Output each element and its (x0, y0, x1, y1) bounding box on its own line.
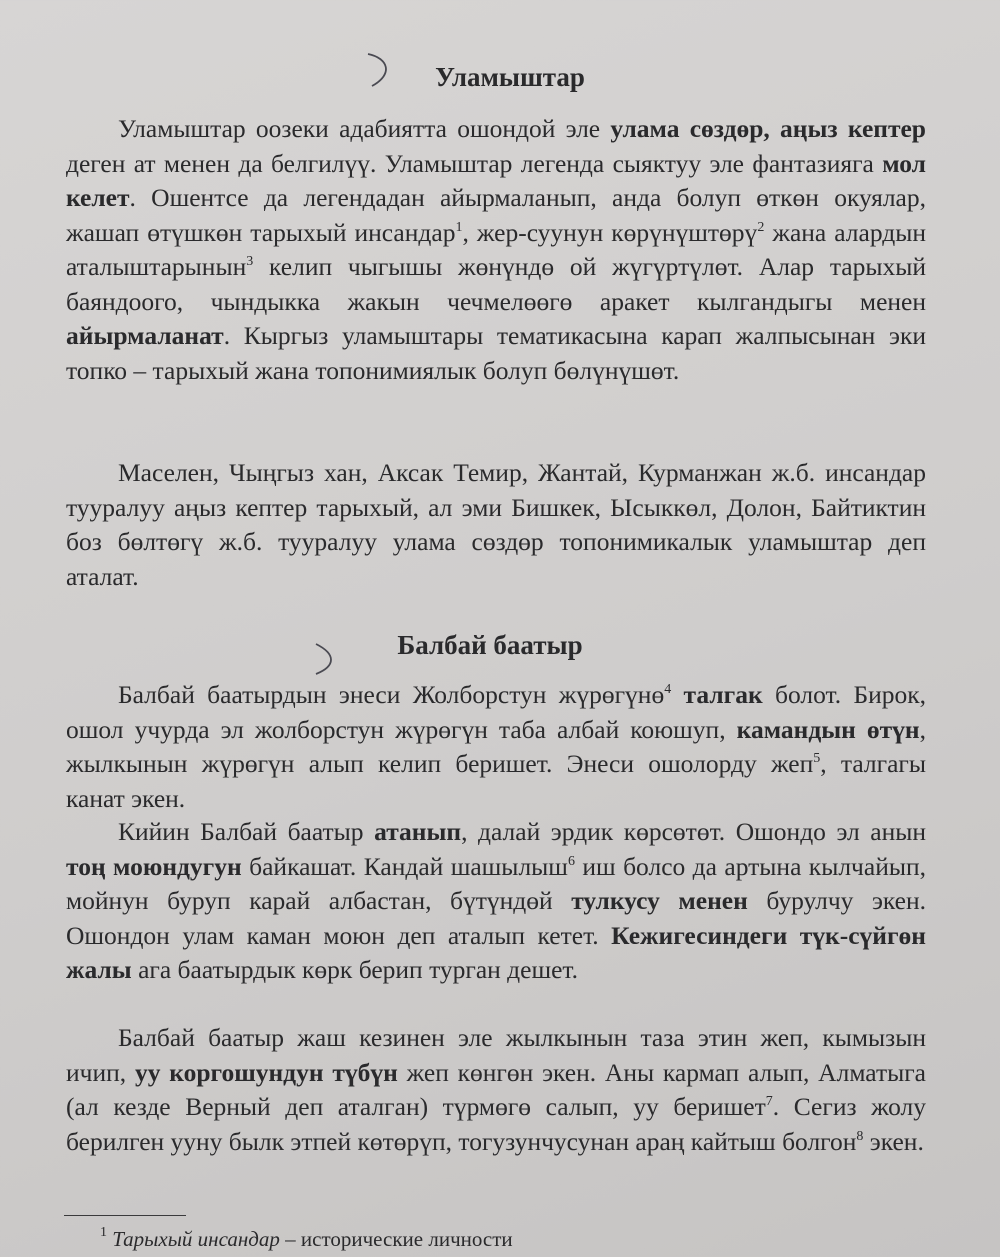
footnote-term: Тарыхый инсандар (112, 1227, 280, 1251)
paragraph-4: Кийин Балбай баатыр атанып, далай эрдик көрсөтөт. Ошондо эл анын тоң моюндугун байкашат. Кандай шашылыш$^6$ иш болсо да артына кылчайып, мойнун буруп карай албастан, бүтүндөй тулкусу менен бурулчу экен. Ошондон улам каман моюн деп аталып кетет. Кежигесиндеги түк-сүйгөн жалы ага баатырдык көрк берип турган дешет. (66, 817, 927, 984)
footnote-translation: исторические личности (300, 1227, 513, 1251)
footnote-number: 1 (100, 1225, 107, 1240)
footnote-ref-8: 8 (856, 1128, 864, 1144)
paragraph-3: Балбай баатырдын энеси Жолборстун жүрөгүнө$^4$ талгак болот. Бирок, ошол учурда эл жолборстун жүрөгүн таба албай коюшуп, камандын өтүн, жылкынын жүрөгүн алып келип беришет. Энеси ошолорду жеп$^5$, талгагы канат экен. (66, 680, 927, 813)
paragraph-2: Маселен, Чыңгыз хан, Аксак Темир, Жантай, Курманжан ж.б. инсандар тууралуу аңыз кептер тарыхый, ал эми Бишкек, Ысыккөл, Долон, Байтиктин боз бөлтөгү ж.б. тууралуу улама сөздөр топонимикалык уламыштар деп аталат. (66, 458, 926, 591)
footnote-ref-1: 1 (455, 219, 463, 235)
footnote-1: $^1$ Тарыхый инсандар – исторические личности (100, 1225, 513, 1251)
footnote-ref-2: 2 (757, 219, 765, 235)
footnote-ref-4: 4 (664, 682, 672, 697)
paragraph-1: Уламыштар оозеки адабиятта ошондой эле улама сөздөр, аңыз кептер деген ат менен да белгилүү. Уламыштар легенда сыяктуу эле фантазияга мол келет. Ошентсе да легендадан айырмаланып, анда болуп өткөн окуялар, жашап өтүшкөн тарыхый инсандар$^1$, жер-суунун көрүнүштөрү$^2$ жана алардын аталыштарынын$^3$ келип чыгышы жөнүндө ой жүгүртүлөт. Алар тарыхый баяндоого, чындыкка жакын чечмелөөгө аракет кылгандыгы менен айырмаланат. Кыргыз уламыштары тематикасына карап жалпысынан эки топко – тарыхый жана топонимиялык болуп бөлүнүшөт. (66, 114, 927, 385)
footnote-divider (64, 1215, 186, 1216)
footnote-ref-7: 7 (765, 1094, 773, 1109)
footnote-ref-3: 3 (246, 254, 254, 269)
footnote-ref-5: 5 (813, 751, 821, 766)
footnote-ref-6: 6 (567, 853, 575, 869)
paragraph-5: Балбай баатыр жаш кезинен эле жылкынын таза этин жеп, кымызын ичип, уу коргошундун түбүн жеп көнгөн экен. Аны кармап алып, Алматыга (ал кезде Верный деп аталган) түрмөгө салып, уу беришет$^7$. Сегиз жолу берилген ууну былк этпей көтөрүп, тогузунчусунан араң кайтыш болгон$^8$ экен. (66, 1023, 926, 1156)
section-title-ulamyshtar: Уламыштар (435, 62, 585, 92)
section-title-balbai-baatyr: Балбай баатыр (397, 630, 583, 660)
